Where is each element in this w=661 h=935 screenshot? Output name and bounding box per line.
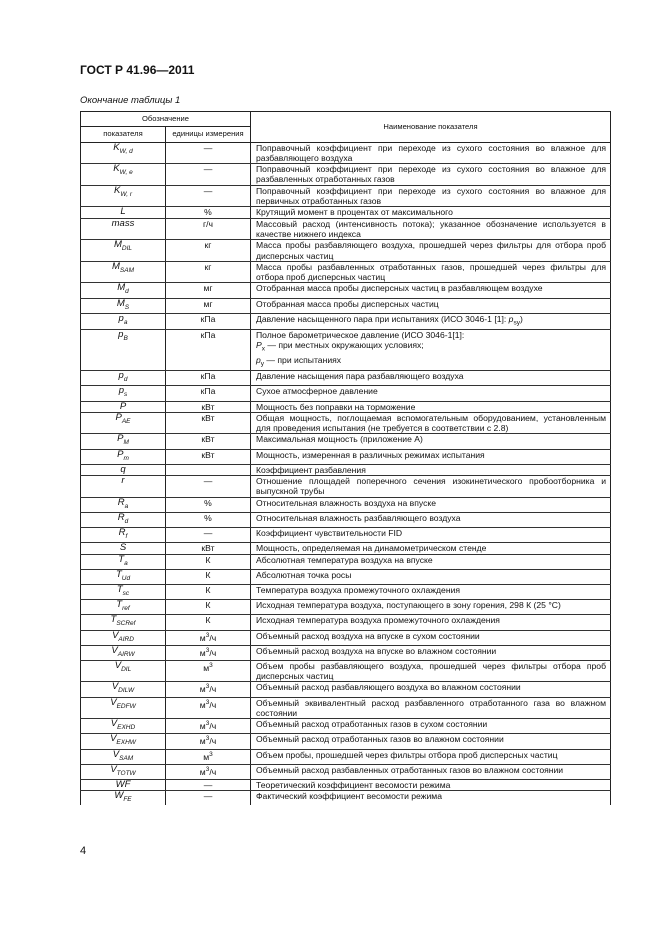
description-cell: Полное барометрическое давление (ИСО 3046-1[1]: $P_x$ — при местных окружающих условиях; $p_y$ — при испытаниях — [251, 329, 611, 370]
symbol-cell — [81, 615, 166, 630]
symbol-subscript: d — [123, 376, 128, 384]
description-cell: Коэффициент разбавления — [251, 464, 611, 475]
symbol-text: T — [115, 568, 122, 580]
symbol-text: M — [113, 239, 122, 251]
description-cell: Объемный расход воздуха на впуске в сухом состоянии — [251, 630, 611, 645]
symbol-text: mass — [111, 217, 135, 229]
symbol-subscript: DIL — [121, 245, 133, 253]
symbol-cell — [81, 780, 166, 791]
unit-cell: мг — [166, 283, 251, 298]
symbol-cell — [81, 386, 166, 401]
unit-cell: $м^3/ч$ — [166, 630, 251, 645]
symbol-text: L — [120, 206, 126, 218]
symbol-text: P — [117, 448, 124, 460]
symbols-table — [80, 111, 611, 805]
document-header: ГОСТ Р 41.96—2011 — [80, 63, 195, 77]
description-cell: Относительная влажность разбавляющего воздуха — [251, 512, 611, 527]
symbol-subscript: W, r — [120, 190, 132, 198]
unit-cell: кПа — [166, 329, 251, 370]
description-cell: Объемный расход воздуха на впуске во влажном состоянии — [251, 645, 611, 660]
unit-cell: $м^3$ — [166, 660, 251, 682]
symbol-cell — [81, 412, 166, 434]
symbol-subscript: AIRW — [117, 650, 135, 658]
symbol-cell — [81, 600, 166, 615]
description-cell: Поправочный коэффициент при переходе из сухого состояния во влажное для разбавленных отработанных газов — [251, 164, 611, 186]
symbol-text: R — [117, 511, 125, 523]
unit-cell: кВт — [166, 543, 251, 554]
unit-cell: кПа — [166, 371, 251, 386]
symbol-cell — [81, 142, 166, 164]
symbol-subscript: AE — [121, 417, 131, 425]
unit-cell: К — [166, 554, 251, 569]
symbol-subscript: FE — [123, 796, 132, 804]
table-row — [81, 476, 611, 498]
description-cell: Фактический коэффициент весомости режима — [251, 791, 611, 806]
symbol-text: p — [118, 312, 124, 324]
table-row — [81, 615, 611, 630]
symbol-text: R — [118, 527, 126, 539]
description-cell: Отобранная масса пробы дисперсных частиц — [251, 298, 611, 313]
description-cell: Объемный расход разбавленных отработанных газов во влажном состоянии — [251, 764, 611, 779]
description-cell: Сухое атмосферное давление — [251, 386, 611, 401]
name-column-header: Наименование показателя — [251, 112, 611, 143]
description-cell: Поправочный коэффициент при переходе из сухого состояния во влажное для разбавляющего воздуха — [251, 142, 611, 164]
symbol-cell — [81, 313, 166, 329]
table-row — [81, 719, 611, 734]
description-cell: Общая мощность, поглощаемая вспомогательным оборудованием, установленным для проведения испытания (не требуется в соответствии с 2.8) — [251, 412, 611, 434]
symbol-text: K — [113, 141, 120, 153]
symbol-text: T — [118, 553, 125, 565]
symbol-cell — [81, 584, 166, 599]
symbol-subscript: f — [125, 532, 128, 540]
table-row — [81, 371, 611, 386]
unit-cell: — — [166, 780, 251, 791]
symbol-cell — [81, 630, 166, 645]
symbol-cell — [81, 185, 166, 207]
symbol-cell — [81, 512, 166, 527]
symbol-text: WF — [115, 779, 131, 790]
designation-group-header: Обозначение — [81, 112, 251, 127]
unit-cell: % — [166, 207, 251, 218]
table-row — [81, 697, 611, 719]
description-cell: Поправочный коэффициент при переходе из сухого состояния во влажное для первичных отработанных газов — [251, 185, 611, 207]
description-cell: Мощность, определяемая на динамометрическом стенде — [251, 543, 611, 554]
description-cell: Абсолютная температура воздуха на впуске — [251, 554, 611, 569]
symbol-cell — [81, 749, 166, 764]
unit-cell: мг — [166, 298, 251, 313]
symbol-text: M — [111, 260, 120, 272]
table-body — [81, 142, 611, 805]
symbol-text: q — [120, 463, 126, 475]
unit-cell: кВт — [166, 412, 251, 434]
symbol-text: V — [110, 733, 117, 745]
symbol-cell — [81, 660, 166, 682]
description-cell: Объемный расход разбавляющего воздуха во влажном состоянии — [251, 682, 611, 697]
symbol-cell — [81, 449, 166, 464]
unit-cell: К — [166, 615, 251, 630]
symbol-cell — [81, 697, 166, 719]
unit-cell: — — [166, 164, 251, 186]
unit-cell: кг — [166, 261, 251, 283]
symbol-text: V — [110, 696, 117, 708]
table-caption: Окончание таблицы 1 — [80, 95, 181, 106]
unit-cell: $м^3/ч$ — [166, 719, 251, 734]
symbol-text: V — [111, 681, 119, 693]
symbol-text: r — [121, 475, 125, 487]
unit-cell: % — [166, 512, 251, 527]
description-cell: Объем пробы, прошедшей через фильтры отбора проб дисперсных частиц — [251, 749, 611, 764]
symbol-text: S — [119, 542, 127, 554]
table-row — [81, 185, 611, 207]
table-row — [81, 142, 611, 164]
unit-cell: $м^3/ч$ — [166, 645, 251, 660]
symbol-text: T — [116, 599, 123, 611]
table-row — [81, 569, 611, 584]
table-row — [81, 645, 611, 660]
description-cell: Давление насыщения пара разбавляющего воздуха — [251, 371, 611, 386]
symbol-subscript: B — [123, 334, 128, 342]
table-row — [81, 464, 611, 475]
description-cell: Исходная температура воздуха промежуточного охлаждения — [251, 615, 611, 630]
table-row — [81, 584, 611, 599]
symbol-cell — [81, 298, 166, 313]
symbol-cell — [81, 497, 166, 512]
unit-cell: — — [166, 185, 251, 207]
table-row — [81, 207, 611, 218]
symbol-subscript: Ud — [121, 574, 131, 582]
table-row — [81, 298, 611, 313]
symbol-subscript: M — [123, 439, 129, 447]
table-row — [81, 749, 611, 764]
unit-cell: — — [166, 142, 251, 164]
description-cell: Объемный расход отработанных газов в сухом состоянии — [251, 719, 611, 734]
symbol-cell — [81, 329, 166, 370]
table-row — [81, 682, 611, 697]
description-cell: Отобранная масса пробы дисперсных частиц в разбавляющем воздухе — [251, 283, 611, 298]
unit-cell: кВт — [166, 434, 251, 449]
table-row — [81, 791, 611, 806]
description-cell: Крутящий момент в процентах от максимального — [251, 207, 611, 218]
description-cell: Мощность без поправки на торможение — [251, 401, 611, 412]
symbol-cell — [81, 434, 166, 449]
symbol-cell — [81, 791, 166, 806]
table-row — [81, 434, 611, 449]
symbol-text: W — [114, 790, 124, 802]
table-row — [81, 401, 611, 412]
symbol-text: T — [110, 614, 117, 626]
symbol-subscript: a — [123, 318, 128, 326]
symbol-text: V — [110, 718, 118, 730]
symbol-subscript: SAM — [119, 754, 134, 762]
symbol-cell — [81, 569, 166, 584]
symbol-text: R — [117, 496, 125, 508]
symbol-cell — [81, 645, 166, 660]
table-row — [81, 660, 611, 682]
symbol-cell — [81, 164, 166, 186]
description-cell: Давление насыщенного пара при испытаниях (ИСО 3046-1 [1]: $p_{sy}$) — [251, 313, 611, 329]
symbol-text: K — [113, 184, 121, 196]
description-cell: Максимальная мощность (приложение А) — [251, 434, 611, 449]
symbol-subscript: W, e — [119, 169, 133, 177]
symbol-cell — [81, 719, 166, 734]
symbol-text: p — [118, 385, 125, 397]
symbol-cell — [81, 464, 166, 475]
table-row — [81, 780, 611, 791]
symbol-text: V — [112, 629, 119, 641]
table-row — [81, 497, 611, 512]
table-row — [81, 630, 611, 645]
unit-cell: $м^3$ — [166, 749, 251, 764]
description-cell: Температура воздуха промежуточного охлаждения — [251, 584, 611, 599]
symbol-cell — [81, 764, 166, 779]
table-row — [81, 218, 611, 240]
description-cell: Объем пробы разбавляющего воздуха, прошедшей через фильтры отбора проб дисперсных частиц — [251, 660, 611, 682]
unit-cell: К — [166, 600, 251, 615]
symbol-column-header: показателя — [81, 127, 166, 142]
table-row — [81, 734, 611, 749]
symbol-cell — [81, 682, 166, 697]
symbol-text: V — [111, 644, 118, 656]
table-row — [81, 329, 611, 370]
table-row — [81, 543, 611, 554]
description-cell: Объемный эквивалентный расход разбавленного отработанного газа во влажном состоянии — [251, 697, 611, 719]
symbol-subscript: S — [124, 303, 130, 311]
symbol-subscript: ref — [122, 605, 130, 613]
table-row — [81, 764, 611, 779]
symbol-cell — [81, 528, 166, 543]
table-row — [81, 512, 611, 527]
description-cell: Коэффициент чувствительности FID — [251, 528, 611, 543]
symbol-cell — [81, 240, 166, 262]
symbol-subscript: DILW — [118, 687, 135, 695]
symbol-cell — [81, 734, 166, 749]
unit-cell: $м^3/ч$ — [166, 734, 251, 749]
symbol-text: M — [117, 282, 126, 294]
symbol-cell — [81, 476, 166, 498]
symbol-cell — [81, 218, 166, 240]
symbol-subscript: EXHD — [117, 724, 136, 732]
unit-cell: кПа — [166, 313, 251, 329]
description-cell: Исходная температура воздуха, поступающего в зону горения, 298 К (25 °С) — [251, 600, 611, 615]
symbol-text: T — [116, 583, 123, 595]
symbol-subscript: EDFW — [116, 702, 136, 710]
symbol-subscript: AIRD — [118, 635, 134, 643]
description-cell: Относительная влажность воздуха на впуске — [251, 497, 611, 512]
symbol-subscript: TOTW — [116, 769, 136, 777]
symbol-text: P — [117, 433, 124, 445]
unit-cell: К — [166, 584, 251, 599]
symbol-text: p — [118, 328, 124, 340]
page-number: 4 — [80, 845, 87, 857]
symbol-subscript: SCRef — [116, 620, 136, 628]
description-cell: Масса пробы разбавляющего воздуха, прошедшей через фильтры для отбора проб дисперсных частиц — [251, 240, 611, 262]
unit-cell: К — [166, 569, 251, 584]
table-row — [81, 528, 611, 543]
symbol-subscript: m — [123, 454, 129, 462]
description-cell: Объемный расход отработанных газов во влажном состоянии — [251, 734, 611, 749]
symbol-subscript: EXHW — [116, 739, 136, 747]
description-cell: Абсолютная точка росы — [251, 569, 611, 584]
table-row — [81, 386, 611, 401]
symbol-subscript: W, d — [119, 147, 133, 155]
description-cell: Масса пробы разбавленных отработанных газов, прошедшей через фильтры для отбора проб дисперсных частиц — [251, 261, 611, 283]
unit-cell: — — [166, 528, 251, 543]
unit-column-header: единицы измерения — [166, 127, 251, 142]
symbol-text: P — [119, 400, 127, 412]
symbol-text: M — [116, 297, 125, 309]
table-row — [81, 240, 611, 262]
unit-cell: кг — [166, 240, 251, 262]
unit-cell: кВт — [166, 449, 251, 464]
unit-cell — [166, 464, 251, 475]
table-row — [81, 283, 611, 298]
symbol-subscript: a — [124, 502, 129, 510]
unit-cell: % — [166, 497, 251, 512]
symbol-subscript: d — [124, 517, 129, 525]
unit-cell: кПа — [166, 386, 251, 401]
description-cell: Теоретический коэффициент весомости режима — [251, 780, 611, 791]
symbol-subscript: sc — [122, 589, 130, 597]
symbol-subscript: s — [124, 391, 128, 399]
symbol-text: K — [113, 163, 120, 175]
description-cell: Массовый расход (интенсивность потока); указанное обозначение используется в качестве нижнего индекса — [251, 218, 611, 240]
description-cell: Мощность, измеренная в различных режимах испытания — [251, 449, 611, 464]
table-row — [81, 600, 611, 615]
symbol-cell — [81, 207, 166, 218]
table-row — [81, 412, 611, 434]
symbol-text: V — [112, 748, 120, 760]
unit-cell: кВт — [166, 401, 251, 412]
table-row — [81, 554, 611, 569]
unit-cell: $м^3/ч$ — [166, 697, 251, 719]
symbol-subscript: d — [125, 288, 129, 296]
symbol-text: P — [115, 411, 122, 423]
symbol-subscript: a — [124, 559, 128, 567]
unit-cell: — — [166, 791, 251, 806]
symbol-cell — [81, 283, 166, 298]
symbol-text: V — [114, 659, 122, 671]
symbol-subscript: DIL — [121, 665, 132, 673]
symbol-subscript: SAM — [119, 266, 134, 274]
table-row — [81, 261, 611, 283]
symbol-text: p — [118, 370, 124, 382]
symbol-text: V — [110, 763, 117, 775]
symbol-cell — [81, 543, 166, 554]
table-row — [81, 313, 611, 329]
symbol-cell — [81, 554, 166, 569]
table-row — [81, 164, 611, 186]
description-cell: Отношение площадей поперечного сечения изокинетического пробоотборника и выпускной трубы — [251, 476, 611, 498]
unit-cell: г/ч — [166, 218, 251, 240]
table-row — [81, 449, 611, 464]
unit-cell: $м^3/ч$ — [166, 682, 251, 697]
symbol-cell — [81, 261, 166, 283]
symbol-cell — [81, 371, 166, 386]
symbol-cell — [81, 401, 166, 412]
unit-cell: $м^3/ч$ — [166, 764, 251, 779]
unit-cell: — — [166, 476, 251, 498]
